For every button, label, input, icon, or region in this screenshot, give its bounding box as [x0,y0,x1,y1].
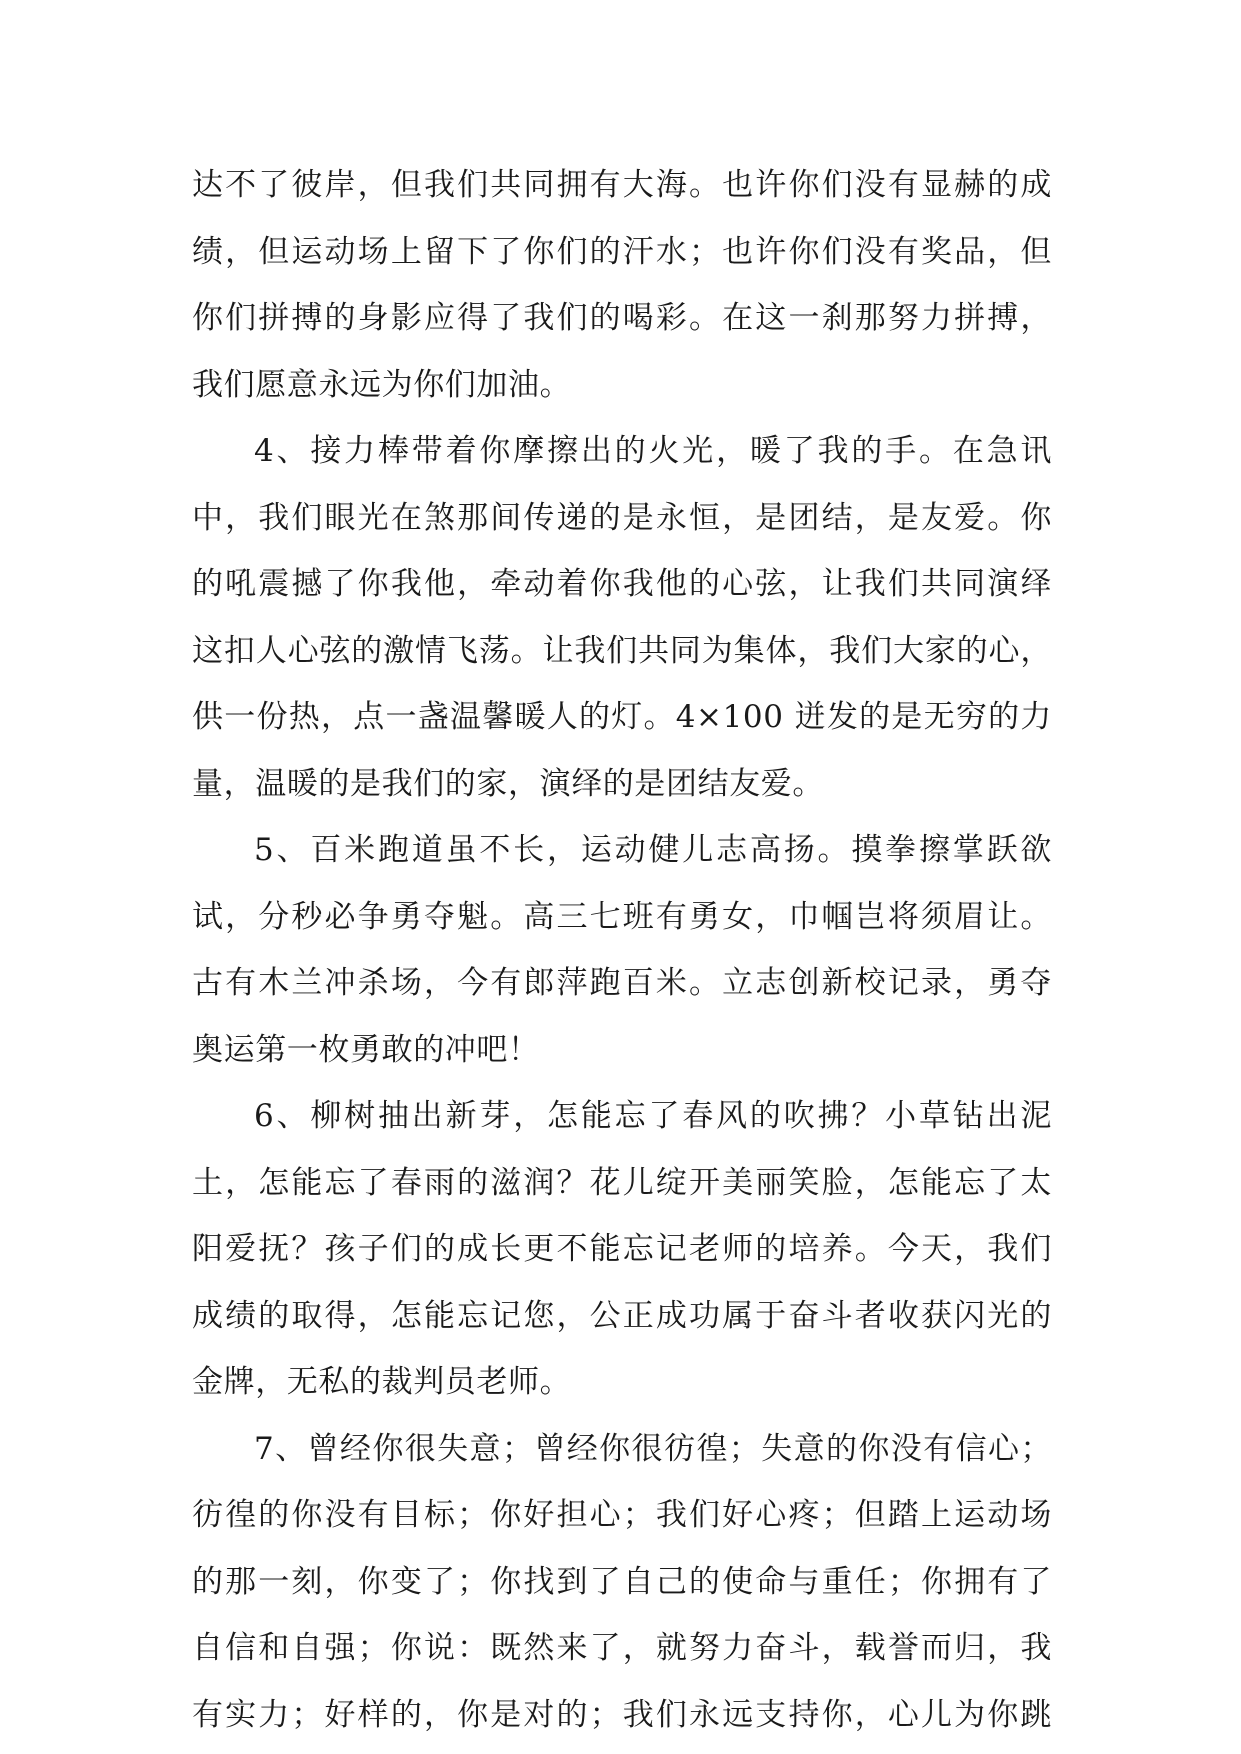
text-line: 供一份热，点一盏温馨暖人的灯。4×100 迸发的是无穷的力 [192,699,1052,735]
paragraph-start-line: 4、接力棒带着你摩擦出的火光，暖了我的手。在急讯 [254,433,1052,469]
text-line: 的那一刻，你变了；你找到了自己的使命与重任；你拥有了 [192,1563,1052,1600]
paragraph-start-line: 7、曾经你很失意；曾经你很彷徨；失意的你没有信心； [254,1430,1052,1467]
text-line: 量，温暖的是我们的家，演绎的是团结友爱。 [192,765,824,802]
text-line: 自信和自强；你说：既然来了，就努力奋斗，载誉而归，我 [192,1630,1052,1666]
text-line: 成绩的取得，怎能忘记您，公正成功属于奋斗者收获闪光的 [192,1297,1052,1334]
text-line: 的吼震撼了你我他，牵动着你我他的心弦，让我们共同演绎 [192,566,1052,602]
text-line: 中，我们眼光在煞那间传递的是永恒，是团结，是友爱。你 [192,499,1052,536]
paragraph-start-line: 5、百米跑道虽不长，运动健儿志高扬。摸拳擦掌跃欲 [254,832,1052,868]
text-line: 有实力；好样的，你是对的；我们永远支持你，心儿为你跳 [192,1696,1052,1733]
document-body [192,152,1052,1748]
text-line: 达不了彼岸，但我们共同拥有大海。也许你们没有显赫的成 [192,167,1052,203]
paragraph-start-line: 6、柳树抽出新芽，怎能忘了春风的吹拂？小草钻出泥 [254,1098,1052,1134]
text-line: 你们拼搏的身影应得了我们的喝彩。在这一刹那努力拼搏， [192,300,1052,336]
text-line: 古有木兰冲杀场，今有郎萍跑百米。立志创新校记录，勇夺 [192,965,1052,1001]
text-line: 阳爱抚？孩子们的成长更不能忘记老师的培养。今天，我们 [192,1231,1052,1267]
text-line: 试，分秒必争勇夺魁。高三七班有勇女，巾帼岂将须眉让。 [192,898,1052,935]
text-line: 我们愿意永远为你们加油。 [192,366,572,403]
text-line: 奥运第一枚勇敢的冲吧！ [192,1031,540,1068]
text-line: 土，怎能忘了春雨的滋润？花儿绽开美丽笑脸，怎能忘了太 [192,1164,1052,1201]
text-line: 金牌，无私的裁判员老师。 [192,1364,572,1400]
text-line: 这扣人心弦的激情飞荡。让我们共同为集体，我们大家的心， [192,632,1052,669]
text-line: 彷徨的你没有目标；你好担心；我们好心疼；但踏上运动场 [192,1497,1052,1533]
text-line: 绩，但运动场上留下了你们的汗水；也许你们没有奖品，但 [192,233,1052,270]
